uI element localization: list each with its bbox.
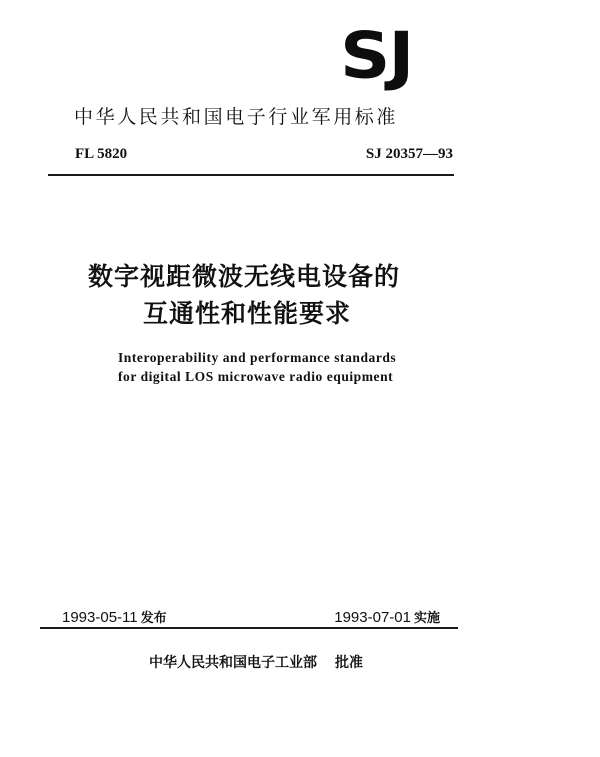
issue-label: 发布 bbox=[140, 611, 167, 626]
effective-label: 实施 bbox=[413, 611, 440, 626]
title-en-line1: Interoperability and performance standards bbox=[118, 350, 397, 365]
title-cn-line1: 数字视距微波无线电设备的 bbox=[88, 262, 401, 291]
approval-line bbox=[149, 652, 363, 672]
effective-date: 1993-07-01 bbox=[334, 609, 411, 626]
effective-date-line bbox=[334, 607, 440, 626]
sj-code: SJ 20357—93 bbox=[365, 146, 453, 162]
approval-label: 批准 bbox=[335, 655, 363, 671]
issue-date: 1993-05-11 bbox=[62, 609, 138, 626]
title-cn-line2: 互通性和性能要求 bbox=[143, 299, 352, 328]
sj-logo: SJ bbox=[340, 17, 413, 94]
standard-title: 中华人民共和国电子行业军用标准 bbox=[74, 106, 399, 128]
fl-code: FL 5820 bbox=[75, 146, 128, 162]
header-rule bbox=[48, 174, 454, 176]
ministry-name: 中华人民共和国电子工业部 bbox=[149, 655, 317, 671]
title-en-line2: for digital LOS microwave radio equipment bbox=[118, 369, 394, 384]
footer-rule bbox=[40, 627, 458, 629]
issue-date-line bbox=[62, 607, 167, 626]
